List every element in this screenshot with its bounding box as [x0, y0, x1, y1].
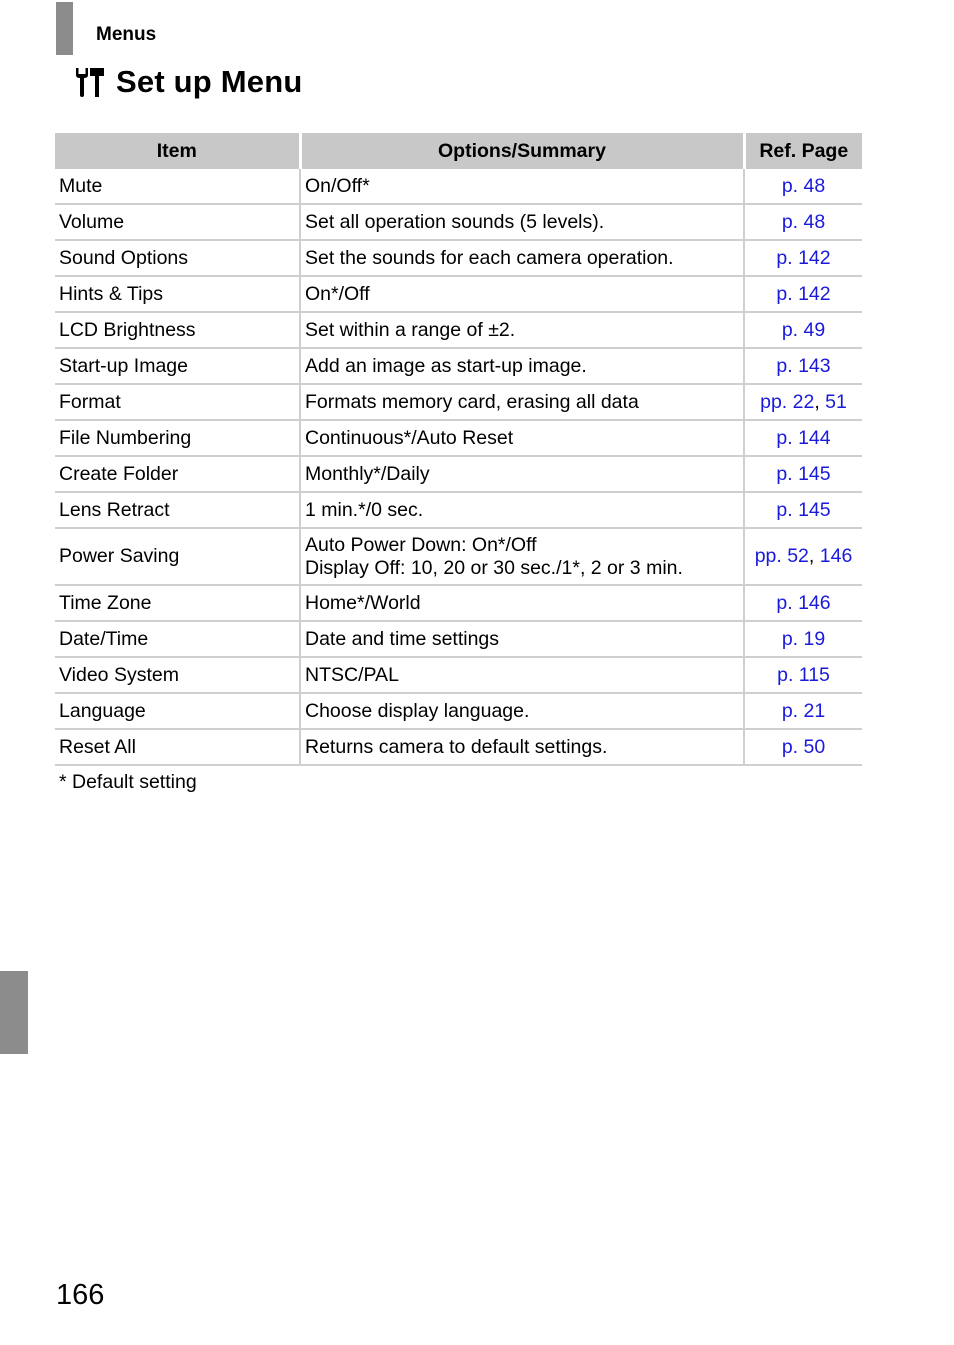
ref-page-link[interactable]: p. 48 [781, 210, 826, 233]
table-row [55, 585, 862, 621]
table-row [55, 693, 862, 729]
ref-page-cell [744, 492, 862, 528]
ref-page-link[interactable]: p. 146 [776, 591, 831, 614]
item-cell: Hints & Tips [55, 276, 300, 312]
item-cell: Time Zone [55, 585, 300, 621]
options-text: Formats memory card, erasing all data [305, 390, 639, 413]
ref-page-link[interactable]: p. 145 [776, 498, 831, 521]
options-text: On/Off* [305, 174, 370, 197]
options-cell [300, 528, 744, 585]
item-cell: Sound Options [55, 240, 300, 276]
item-cell: Create Folder [55, 456, 300, 492]
item-cell: Lens Retract [55, 492, 300, 528]
footnote: * Default setting [59, 771, 197, 793]
options-text: Continuous*/Auto Reset [305, 426, 514, 449]
ref-page-link[interactable]: p. 19 [781, 627, 826, 650]
options-text: NTSC/PAL [305, 663, 399, 686]
options-cell [300, 204, 744, 240]
ref-page-link[interactable]: 146 [819, 545, 853, 567]
table-row [55, 621, 862, 657]
ref-page-link[interactable]: p. 142 [776, 246, 831, 269]
wrench-hammer-icon [72, 65, 106, 99]
item-cell: Language [55, 693, 300, 729]
ref-page-cell [744, 528, 862, 585]
item-cell: Mute [55, 169, 300, 204]
page-title [72, 64, 302, 100]
ref-page-cell [744, 348, 862, 384]
setup-menu-table [55, 133, 862, 766]
ref-page-link[interactable]: p. 48 [781, 174, 826, 197]
options-text: Date and time settings [305, 627, 500, 650]
header-ref-page: Ref. Page [744, 133, 862, 169]
ref-page-link[interactable]: p. 144 [776, 426, 831, 449]
options-cell [300, 492, 744, 528]
ref-page-cell [744, 276, 862, 312]
options-text: Set all operation sounds (5 levels). [305, 210, 605, 233]
table-row [55, 312, 862, 348]
table-row [55, 204, 862, 240]
ref-page-link[interactable]: pp. 22 [760, 390, 815, 413]
item-cell: Volume [55, 204, 300, 240]
ref-page-link[interactable]: p. 145 [776, 462, 831, 485]
ref-page-cell [744, 312, 862, 348]
item-cell: Video System [55, 657, 300, 693]
options-text: On*/Off [305, 282, 370, 305]
table-row [55, 729, 862, 765]
options-cell [300, 420, 744, 456]
options-text: Auto Power Down: On*/Off [305, 533, 537, 556]
ref-separator: , [814, 390, 826, 413]
table-header-row [55, 133, 862, 169]
options-cell [300, 384, 744, 420]
header-item: Item [55, 133, 300, 169]
options-text: Home*/World [305, 591, 421, 614]
table-row [55, 384, 862, 420]
options-cell [300, 276, 744, 312]
ref-separator: , [808, 545, 820, 567]
options-cell [300, 693, 744, 729]
table-row [55, 276, 862, 312]
options-cell [300, 240, 744, 276]
options-cell [300, 621, 744, 657]
options-text: Returns camera to default settings. [305, 735, 608, 758]
options-cell [300, 312, 744, 348]
ref-page-link[interactable]: p. 21 [781, 699, 826, 722]
ref-page-link[interactable]: p. 142 [776, 282, 831, 305]
table-row [55, 528, 862, 585]
ref-page-cell [744, 657, 862, 693]
section-marker-bar [56, 2, 73, 55]
item-cell: Power Saving [55, 528, 300, 585]
table-row [55, 348, 862, 384]
page-title-text: Set up Menu [116, 64, 303, 99]
item-cell: Start-up Image [55, 348, 300, 384]
ref-page-link[interactable]: p. 49 [781, 318, 826, 341]
options-text: Choose display language. [305, 699, 530, 722]
table-row [55, 657, 862, 693]
table-row [55, 420, 862, 456]
header-options-summary: Options/Summary [300, 133, 744, 169]
options-text: Set the sounds for each camera operation. [305, 246, 674, 269]
options-text: Add an image as start-up image. [305, 354, 587, 377]
ref-page-link[interactable]: p. 143 [776, 354, 831, 377]
ref-page-cell [744, 693, 862, 729]
table-row [55, 240, 862, 276]
table-row [55, 492, 862, 528]
options-cell [300, 657, 744, 693]
options-cell [300, 585, 744, 621]
item-cell: File Numbering [55, 420, 300, 456]
item-cell: Date/Time [55, 621, 300, 657]
ref-page-cell [744, 621, 862, 657]
options-text: 1 min.*/0 sec. [305, 498, 424, 521]
ref-page-link[interactable]: p. 115 [777, 663, 830, 686]
options-cell [300, 729, 744, 765]
ref-page-cell [744, 585, 862, 621]
ref-page-cell [744, 169, 862, 204]
ref-page-link[interactable]: pp. 52 [754, 545, 809, 567]
ref-page-cell [744, 240, 862, 276]
options-text-line2: Display Off: 10, 20 or 30 sec./1*, 2 or 3 min. [305, 556, 683, 579]
item-cell: LCD Brightness [55, 312, 300, 348]
ref-page-cell [744, 456, 862, 492]
options-cell [300, 169, 744, 204]
options-cell [300, 348, 744, 384]
options-text: Monthly*/Daily [305, 462, 430, 485]
page-number: 166 [56, 1279, 105, 1311]
item-cell: Format [55, 384, 300, 420]
ref-page-cell [744, 420, 862, 456]
options-cell [300, 456, 744, 492]
section-label: Menus [96, 24, 157, 45]
ref-page-cell [744, 384, 862, 420]
side-index-tab [0, 971, 28, 1054]
item-cell: Reset All [55, 729, 300, 765]
options-text: Set within a range of ±2. [305, 318, 516, 341]
table-row [55, 456, 862, 492]
ref-page-cell [744, 204, 862, 240]
ref-page-cell [744, 729, 862, 765]
ref-page-link[interactable]: 51 [825, 390, 847, 413]
ref-page-link[interactable]: p. 50 [781, 735, 826, 758]
table-row [55, 169, 862, 204]
